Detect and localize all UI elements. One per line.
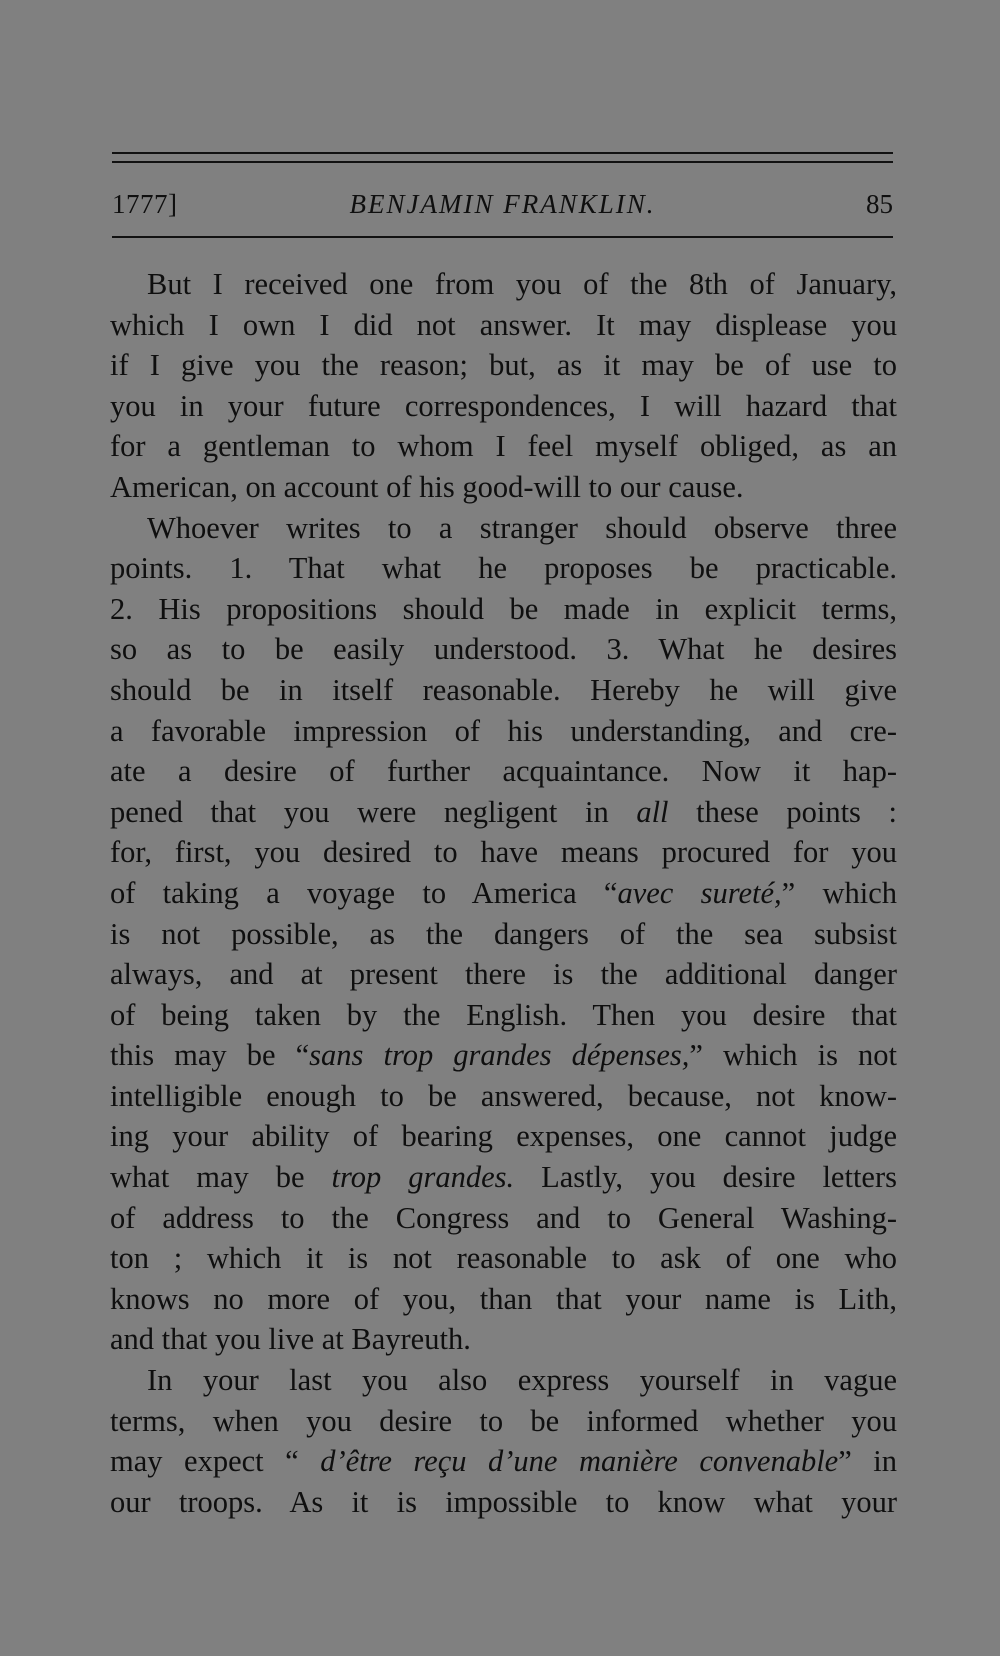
text-segment: of being taken by the English. Then you desire that xyxy=(110,997,897,1032)
text-line xyxy=(110,711,897,752)
text-segment: may expect “ xyxy=(110,1444,321,1479)
header-title: BENJAMIN FRANKLIN. xyxy=(349,189,656,219)
text-line xyxy=(110,548,897,589)
text-segment: these points : xyxy=(668,794,897,829)
text-line xyxy=(110,832,897,873)
text-line xyxy=(110,1482,897,1523)
text-segment: our troops. As it is impossible to know what your xyxy=(110,1484,897,1519)
text-line xyxy=(110,508,897,549)
text-line xyxy=(110,792,897,833)
text-segment: ing your ability of bearing expenses, one cannot judge xyxy=(110,1119,897,1154)
text-segment: you in your future correspondences, I will hazard that xyxy=(110,388,897,423)
italic-phrase: avec sureté, xyxy=(617,875,782,910)
text-line xyxy=(110,1035,897,1076)
text-segment: In your last you also express yourself in vague xyxy=(147,1363,897,1398)
text-segment: this may be “ xyxy=(110,1038,310,1073)
text-line xyxy=(110,1360,897,1401)
text-segment: which I own I did not answer. It may displease you xyxy=(110,307,897,342)
text-line xyxy=(110,467,897,508)
text-line xyxy=(110,751,897,792)
text-line xyxy=(110,1401,897,1442)
text-segment: always, and at present there is the additional danger xyxy=(110,957,897,992)
text-line xyxy=(110,873,897,914)
text-line xyxy=(110,914,897,955)
italic-phrase: sans trop grandes dépenses, xyxy=(309,1038,690,1073)
text-segment: for, first, you desired to have means procured for you xyxy=(110,835,897,870)
text-segment: so as to be easily understood. 3. What he desires xyxy=(110,632,897,667)
text-segment: ” in xyxy=(838,1444,898,1479)
text-segment: what may be xyxy=(110,1160,332,1195)
header-top-rule xyxy=(112,152,893,154)
text-segment: terms, when you desire to be informed whether you xyxy=(110,1403,897,1438)
text-line xyxy=(110,1157,897,1198)
text-segment: ton ; which it is not reasonable to ask of one who xyxy=(110,1241,897,1276)
text-segment: if I give you the reason; but, as it may be of use to xyxy=(110,348,897,383)
text-segment: and that you live at Bayreuth. xyxy=(110,1322,471,1357)
text-segment: 2. His propositions should be made in explicit terms, xyxy=(110,591,897,626)
page-number: 85 xyxy=(866,189,893,219)
text-line xyxy=(110,954,897,995)
header-year: 1777] xyxy=(112,189,178,219)
text-line xyxy=(110,629,897,670)
italic-phrase: d’être reçu d’une manière convenable xyxy=(320,1444,839,1479)
text-line xyxy=(110,305,897,346)
text-segment: But I received one from you of the 8th of January, xyxy=(147,267,897,301)
running-header xyxy=(112,183,893,223)
text-line xyxy=(110,1441,897,1482)
text-line xyxy=(110,670,897,711)
letter-body-text xyxy=(110,264,897,1522)
text-line xyxy=(110,1116,897,1157)
text-line xyxy=(110,589,897,630)
text-line xyxy=(110,345,897,386)
text-line xyxy=(110,426,897,467)
text-segment: knows no more of you, than that your name is Lith, xyxy=(110,1281,897,1316)
text-segment: ate a desire of further acquaintance. Now it hap- xyxy=(110,754,897,789)
header-bottom-rule xyxy=(112,236,893,238)
text-segment: Whoever writes to a stranger should observe three xyxy=(147,510,897,545)
text-segment: points. 1. That what he proposes be practicable. xyxy=(110,551,897,586)
text-line xyxy=(110,264,897,305)
text-line xyxy=(110,1238,897,1279)
text-segment: Lastly, you desire letters xyxy=(514,1160,897,1195)
text-line xyxy=(110,1279,897,1320)
text-line xyxy=(110,1198,897,1239)
text-segment: of taking a voyage to America “ xyxy=(110,875,618,910)
italic-phrase: trop grandes. xyxy=(331,1160,515,1195)
text-segment: is not possible, as the dangers of the sea subsist xyxy=(110,916,897,951)
text-segment: a favorable impression of his understanding, and cre- xyxy=(110,713,897,748)
text-line xyxy=(110,1319,897,1360)
text-segment: intelligible enough to be answered, because, not know- xyxy=(110,1078,897,1113)
text-line xyxy=(110,386,897,427)
text-segment: American, on account of his good-will to our cause. xyxy=(110,469,744,504)
text-segment: should be in itself reasonable. Hereby he will give xyxy=(110,672,897,707)
italic-phrase: all xyxy=(636,794,669,829)
text-segment: pened that you were negligent in xyxy=(110,794,637,829)
text-segment: ” which is not xyxy=(689,1038,897,1073)
text-segment: of address to the Congress and to General Washing- xyxy=(110,1200,897,1235)
text-segment: for a gentleman to whom I feel myself obliged, as an xyxy=(110,429,897,464)
header-second-rule xyxy=(112,161,893,163)
text-line xyxy=(110,1076,897,1117)
text-segment: ” which xyxy=(781,875,897,910)
text-line xyxy=(110,995,897,1036)
